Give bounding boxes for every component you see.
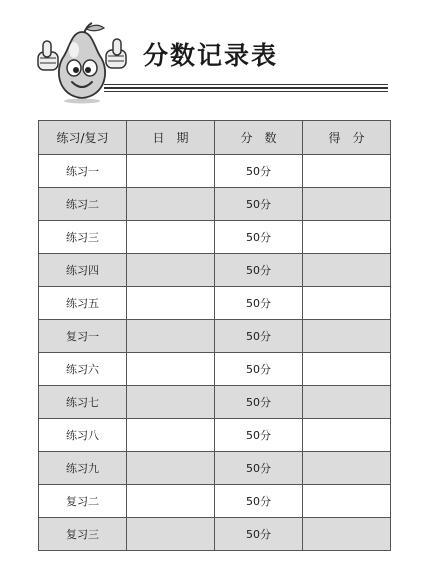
table-row: [39, 320, 391, 353]
score-record-table: [38, 120, 391, 551]
table-row: [39, 155, 391, 188]
row-score: 50分: [215, 419, 303, 452]
row-score: 50分: [215, 155, 303, 188]
row-name: 复习二: [39, 485, 127, 518]
table-row: [39, 518, 391, 551]
row-date-cell[interactable]: [127, 518, 215, 551]
row-score: 50分: [215, 188, 303, 221]
row-score: 50分: [215, 353, 303, 386]
row-date-cell[interactable]: [127, 320, 215, 353]
title-divider-line: [104, 84, 388, 85]
row-earned-cell[interactable]: [303, 485, 391, 518]
table-row: [39, 254, 391, 287]
row-name: 练习六: [39, 353, 127, 386]
row-date-cell[interactable]: [127, 221, 215, 254]
row-earned-cell[interactable]: [303, 353, 391, 386]
right-thumbs-up-icon: [106, 39, 126, 68]
row-earned-cell[interactable]: [303, 254, 391, 287]
row-score: 50分: [215, 518, 303, 551]
row-earned-cell[interactable]: [303, 188, 391, 221]
row-name: 练习五: [39, 287, 127, 320]
row-earned-cell[interactable]: [303, 518, 391, 551]
table-row: [39, 353, 391, 386]
table-header-row: [39, 121, 391, 155]
row-date-cell[interactable]: [127, 188, 215, 221]
row-date-cell[interactable]: [127, 287, 215, 320]
row-date-cell[interactable]: [127, 254, 215, 287]
header-exercise: 练习/复习: [39, 121, 127, 155]
title-divider-line: [104, 87, 388, 89]
row-name: 练习八: [39, 419, 127, 452]
row-name: 复习一: [39, 320, 127, 353]
row-earned-cell[interactable]: [303, 221, 391, 254]
row-earned-cell[interactable]: [303, 386, 391, 419]
row-score: 50分: [215, 221, 303, 254]
row-score: 50分: [215, 386, 303, 419]
row-score: 50分: [215, 320, 303, 353]
table-row: [39, 452, 391, 485]
row-earned-cell[interactable]: [303, 287, 391, 320]
table-row: [39, 221, 391, 254]
table-row: [39, 485, 391, 518]
row-earned-cell[interactable]: [303, 452, 391, 485]
row-score: 50分: [215, 485, 303, 518]
row-score: 50分: [215, 452, 303, 485]
title-divider-line: [104, 91, 388, 92]
table-row: [39, 188, 391, 221]
row-score: 50分: [215, 254, 303, 287]
row-date-cell[interactable]: [127, 353, 215, 386]
row-date-cell[interactable]: [127, 452, 215, 485]
row-date-cell[interactable]: [127, 155, 215, 188]
row-earned-cell[interactable]: [303, 155, 391, 188]
page-title: 分数记录表: [143, 41, 279, 70]
row-date-cell[interactable]: [127, 485, 215, 518]
row-date-cell[interactable]: [127, 386, 215, 419]
header-earned: 得 分: [303, 121, 391, 155]
row-name: 练习二: [39, 188, 127, 221]
row-name: 练习七: [39, 386, 127, 419]
row-name: 练习九: [39, 452, 127, 485]
row-name: 练习一: [39, 155, 127, 188]
table-row: [39, 287, 391, 320]
row-score: 50分: [215, 287, 303, 320]
table-row: [39, 386, 391, 419]
row-name: 复习三: [39, 518, 127, 551]
row-date-cell[interactable]: [127, 419, 215, 452]
row-name: 练习三: [39, 221, 127, 254]
header-date: 日 期: [127, 121, 215, 155]
left-thumbs-up-icon: [38, 41, 58, 70]
table-row: [39, 419, 391, 452]
row-name: 练习四: [39, 254, 127, 287]
header-score: 分 数: [215, 121, 303, 155]
row-earned-cell[interactable]: [303, 320, 391, 353]
row-earned-cell[interactable]: [303, 419, 391, 452]
